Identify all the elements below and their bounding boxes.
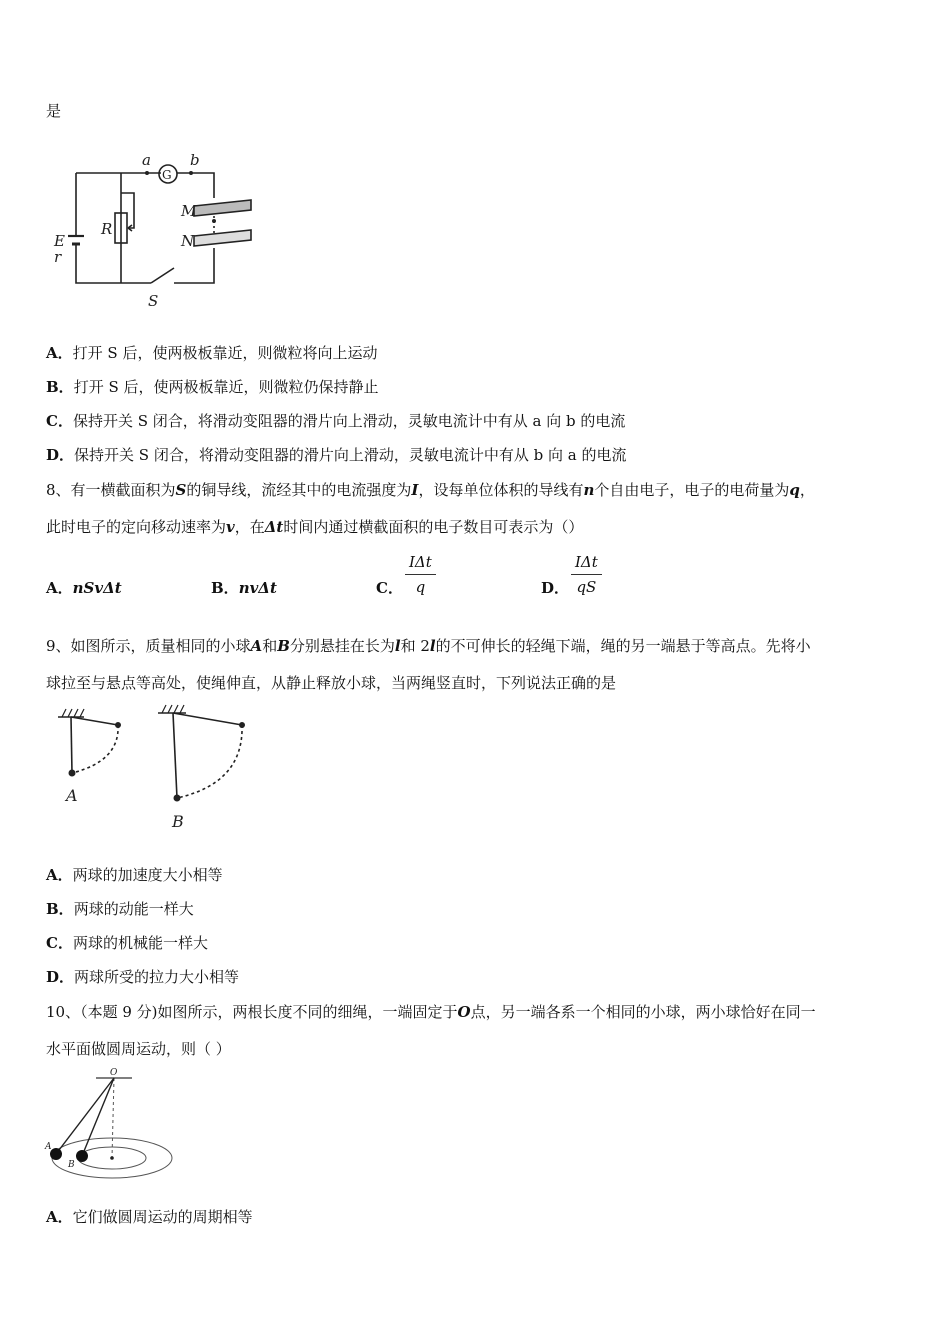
arc-a <box>72 725 118 773</box>
string-a <box>71 717 72 773</box>
string-b <box>82 1078 114 1156</box>
arc-b <box>177 725 242 798</box>
wire-top-right <box>177 173 214 198</box>
label-a: A <box>66 786 78 805</box>
q8-option-c-letter: C． <box>376 579 403 597</box>
q7-option-b: B．打开 S 后，使两极板靠近，则微粒仍保持静止 <box>46 378 379 396</box>
label-o: O <box>110 1068 118 1078</box>
plate-n <box>194 230 251 246</box>
label-b: B <box>172 812 184 831</box>
string-a <box>56 1078 114 1154</box>
circuit-diagram <box>46 148 261 313</box>
particle <box>212 219 216 223</box>
q7-option-c: C．保持开关 S 闭合，将滑动变阻器的滑片向上滑动，灵敏电流计中有从 a 向 b 的电流 <box>46 412 626 430</box>
ball-b <box>76 1150 88 1162</box>
q10-stem-line2: 水平面做圆周运动，则（ ） <box>46 1040 231 1058</box>
label-m: M <box>181 202 197 220</box>
label-r-resistor: R <box>101 220 113 238</box>
q8-stem-line2: 此时电子的定向移动速率为v，在Δt时间内通过横截面积的电子数目可表示为（） <box>46 518 584 536</box>
q9-option-d: D．两球所受的拉力大小相等 <box>46 968 240 986</box>
q8-option-d-letter: D． <box>541 579 570 597</box>
q9-stem-line1: 9、如图所示，质量相同的小球A和B分别悬挂在长为l和 2l的不可伸长的轻绳下端，绳的另一端悬于等高点。先将小 <box>46 637 811 655</box>
pendulum-diagram <box>46 703 266 838</box>
q9-option-b: B．两球的动能一样大 <box>46 900 194 918</box>
plate-m <box>194 200 251 216</box>
string-b <box>173 713 177 798</box>
label-a: A <box>45 1142 52 1152</box>
label-r-internal: r <box>54 248 62 266</box>
label-s: S <box>148 292 159 310</box>
ball-a <box>69 770 76 777</box>
switch-arm <box>151 268 174 283</box>
q9-stem-line2: 球拉至与悬点等高处，使绳伸直，从静止释放小球，当两绳竖直时，下列说法正确的是 <box>46 674 617 692</box>
q8-option-b: B．nvΔt <box>211 579 277 597</box>
label-g: G <box>162 168 172 182</box>
conical-pendulum-diagram <box>44 1066 174 1184</box>
label-e: E <box>54 232 65 250</box>
question-fragment: 是 <box>46 102 62 120</box>
q8-stem-line1: 8、有一横截面积为S的铜导线，流经其中的电流强度为I，设每单位体积的导线有n个自由电子，电子的电荷量为q， <box>46 481 815 499</box>
label-b: b <box>190 151 200 169</box>
q8-option-c-fraction: IΔt q <box>405 553 436 596</box>
label-a: a <box>142 151 151 169</box>
label-b: B <box>68 1160 75 1170</box>
ball-b <box>174 795 181 802</box>
q10-stem-line1: 10、（本题 9 分)如图所示，两根长度不同的细绳，一端固定于O点，另一端各系一个相同的小球，两小球恰好在同一 <box>46 1003 816 1021</box>
q7-option-a: A．打开 S 后，使两极板靠近，则微粒将向上运动 <box>46 344 378 362</box>
q7-option-d: D．保持开关 S 闭合，将滑动变阻器的滑片向上滑动，灵敏电流计中有从 b 向 a 的电流 <box>46 446 627 464</box>
q10-option-a: A．它们做圆周运动的周期相等 <box>46 1208 253 1226</box>
q9-option-a: A．两球的加速度大小相等 <box>46 866 223 884</box>
label-n: N <box>181 232 195 250</box>
q8-option-a: A．nSvΔt <box>46 579 122 597</box>
q8-option-d-fraction: IΔt qS <box>571 553 602 596</box>
q9-option-c: C．两球的机械能一样大 <box>46 934 208 952</box>
ball-a <box>50 1148 62 1160</box>
